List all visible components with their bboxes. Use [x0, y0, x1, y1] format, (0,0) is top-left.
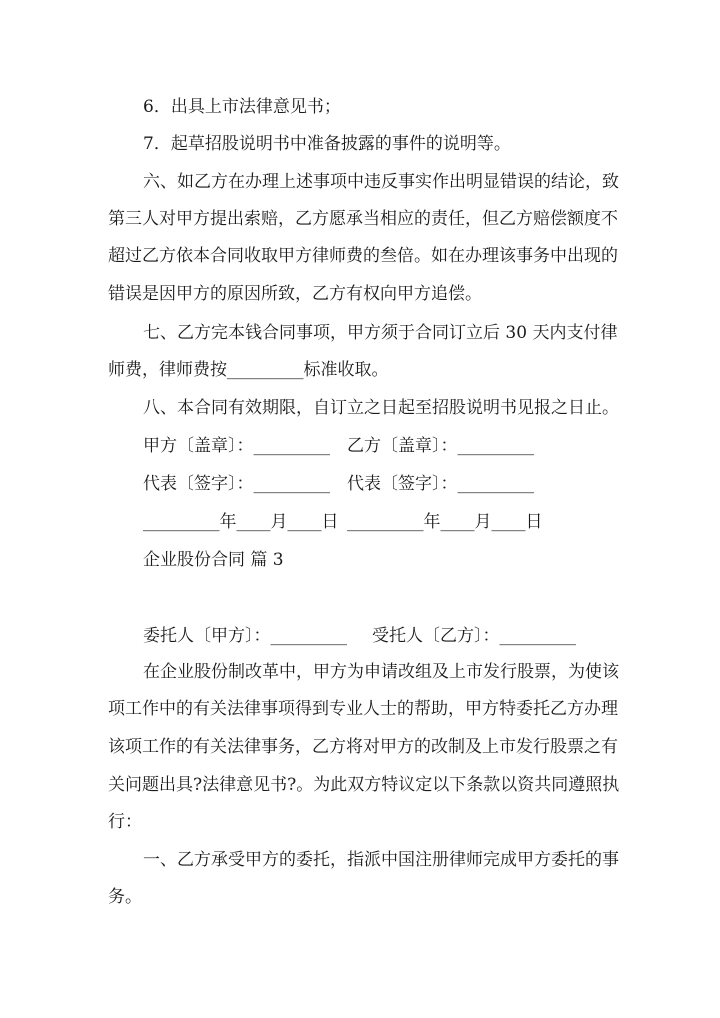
para-six-line-4: 错误是因甲方的原因所致，乙方有权向甲方追偿。: [108, 284, 482, 304]
intro-line-5: 行：: [108, 812, 142, 832]
clause-one-line-2: 务。: [108, 887, 142, 907]
date-row: [143, 510, 543, 534]
principal-party-a: 委托人〔甲方〕：_________: [143, 626, 347, 646]
agent-party-b: 受托人〔乙方〕：_________: [372, 626, 576, 646]
para-eight: 八、本合同有效期限，自订立之日起至招股说明书见报之日止。: [143, 398, 619, 418]
para-seven-line-1: 七、乙方完本钱合同事项，甲方须于合同订立后 30 天内支付律: [143, 323, 618, 343]
party-a-date: _________年____月____日: [143, 512, 339, 532]
party-b-seal: 乙方〔盖章〕：_________: [347, 436, 534, 456]
clause-6: 6．出具上市法律意见书；: [143, 97, 341, 117]
signature-row: [143, 472, 534, 496]
para-six-line-2: 第三人对甲方提出索赔，乙方愿承当相应的责任，但乙方赔偿额度不: [108, 209, 618, 229]
intro-line-3: 该项工作的有关法律事务，乙方将对甲方的改制及上市发行股票之有: [108, 737, 618, 757]
intro-line-2: 项工作中的有关法律事项得到专业人士的帮助，甲方特委托乙方办理: [108, 699, 618, 719]
para-seven-line-2: 师费，律师费按_________标准收取。: [108, 360, 389, 380]
para-six-line-1: 六、如乙方在办理上述事项中违反事实作出明显错误的结论，致: [143, 172, 619, 192]
seal-row: [143, 434, 534, 458]
party-a-seal: 甲方〔盖章〕：_________: [143, 436, 330, 456]
para-six-line-3: 超过乙方依本合同收取甲方律师费的叁倍。如在办理该事务中出现的: [108, 246, 618, 266]
clause-7: 7．起草招股说明书中准备披露的事件的说明等。: [143, 134, 511, 154]
section-title: 企业股份合同 篇 3: [143, 550, 284, 570]
intro-line-4: 关问题出具?法律意见书?。为此双方特议定以下条款以资共同遵照执: [108, 775, 620, 795]
parties-row: [143, 624, 576, 648]
clause-one-line-1: 一、乙方承受甲方的委托，指派中国注册律师完成甲方委托的事: [143, 850, 619, 870]
party-b-date: _________年____月____日: [347, 512, 543, 532]
intro-line-1: 在企业股份制改革中，甲方为申请改组及上市发行股票，为使该: [143, 662, 619, 682]
party-a-representative: 代表〔签字〕：_________: [143, 474, 330, 494]
party-b-representative: 代表〔签字〕：_________: [347, 474, 534, 494]
